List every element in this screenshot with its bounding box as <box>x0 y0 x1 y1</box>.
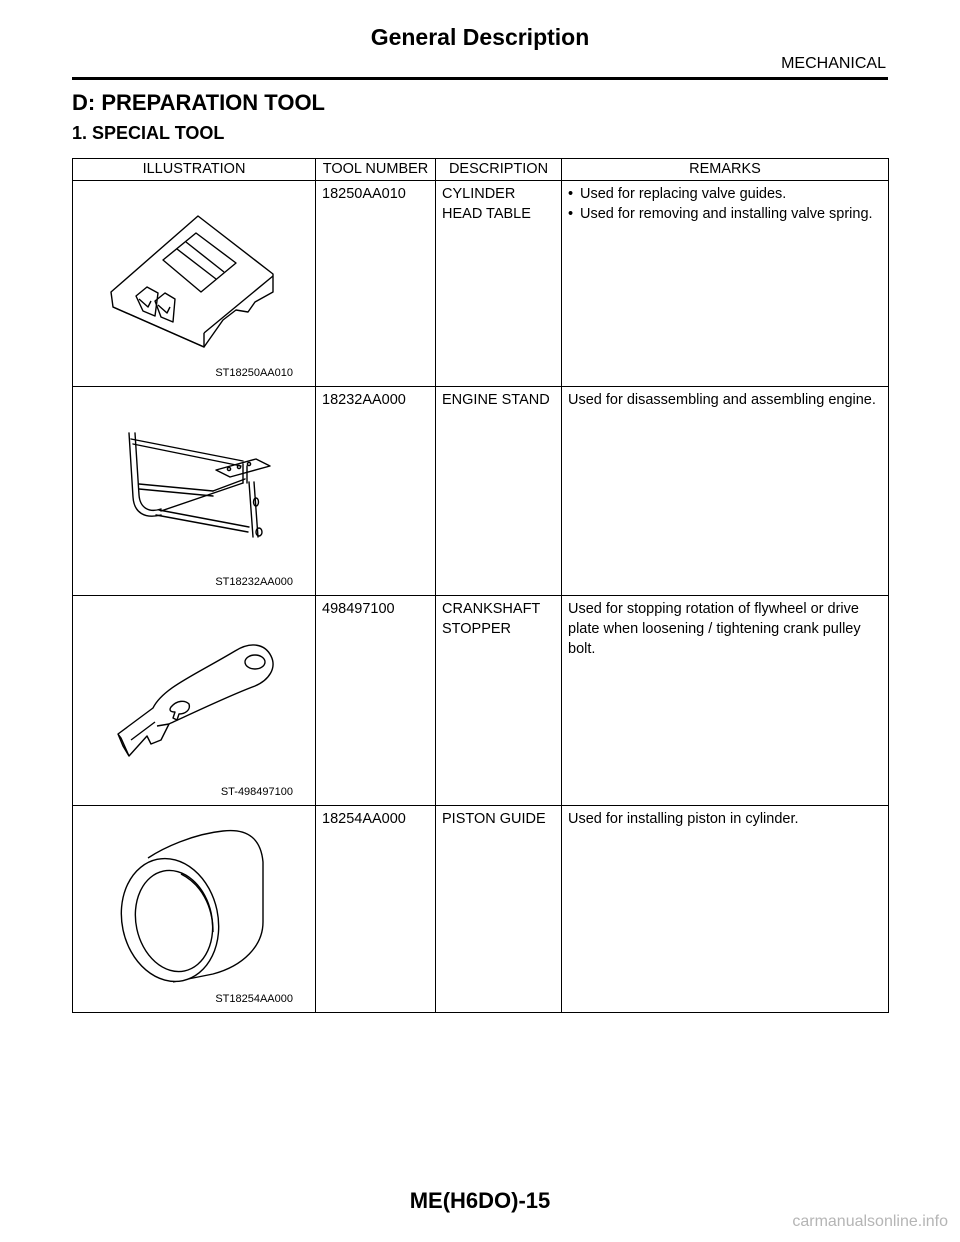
column-header-tool-number: TOOL NUMBER <box>316 159 436 181</box>
subsection-title: 1. SPECIAL TOOL <box>72 123 225 143</box>
table-row <box>73 596 889 806</box>
section-title: D: PREPARATION TOOL <box>72 90 325 115</box>
crankshaft-stopper-icon <box>73 596 316 805</box>
description-cell: PISTON GUIDE <box>436 806 562 1013</box>
description-cell: CYLINDER HEAD TABLE <box>436 181 562 387</box>
remark-item: • Used for replacing valve guides. <box>568 184 882 204</box>
remarks-cell <box>562 181 889 387</box>
illustration-cell <box>73 806 316 1013</box>
remarks-cell: Used for stopping rotation of flywheel or drive plate when loosening / tightening crank pulley bolt. <box>562 596 889 806</box>
piston-guide-icon <box>73 806 316 1012</box>
tool-number-cell: 18250AA010 <box>316 181 436 387</box>
cylinder-head-table-icon <box>73 181 316 386</box>
engine-stand-icon <box>73 387 316 595</box>
watermark-link[interactable]: carmanualsonline.info <box>792 1213 948 1230</box>
remarks-cell: Used for disassembling and assembling engine. <box>562 387 889 596</box>
illustration-cell <box>73 596 316 806</box>
illustration-code: ST18254AA000 <box>215 993 293 1005</box>
description-cell: CRANKSHAFT STOPPER <box>436 596 562 806</box>
header-divider <box>72 77 888 80</box>
column-header-remarks: REMARKS <box>562 159 889 181</box>
column-header-illustration: ILLUSTRATION <box>73 159 316 181</box>
page-header-title: General Description <box>370 24 590 50</box>
illustration-code: ST-498497100 <box>220 786 293 798</box>
column-header-description: DESCRIPTION <box>436 159 562 181</box>
page-number: ME(H6DO)-15 <box>409 1188 551 1213</box>
special-tool-table <box>72 158 889 1013</box>
illustration-cell <box>73 387 316 596</box>
tool-number-cell: 18254AA000 <box>316 806 436 1013</box>
illustration-code: ST18250AA010 <box>215 367 293 379</box>
table-row <box>73 181 889 387</box>
table-row <box>73 387 889 596</box>
description-cell: ENGINE STAND <box>436 387 562 596</box>
tool-number-cell: 498497100 <box>316 596 436 806</box>
page-header-section: MECHANICAL <box>781 55 886 72</box>
illustration-cell <box>73 181 316 387</box>
remark-item: • Used for removing and installing valve spring. <box>568 204 882 224</box>
illustration-code: ST18232AA000 <box>215 576 293 588</box>
table-header-row <box>73 159 889 181</box>
tool-number-cell: 18232AA000 <box>316 387 436 596</box>
remarks-cell: Used for installing piston in cylinder. <box>562 806 889 1013</box>
table-row <box>73 806 889 1013</box>
